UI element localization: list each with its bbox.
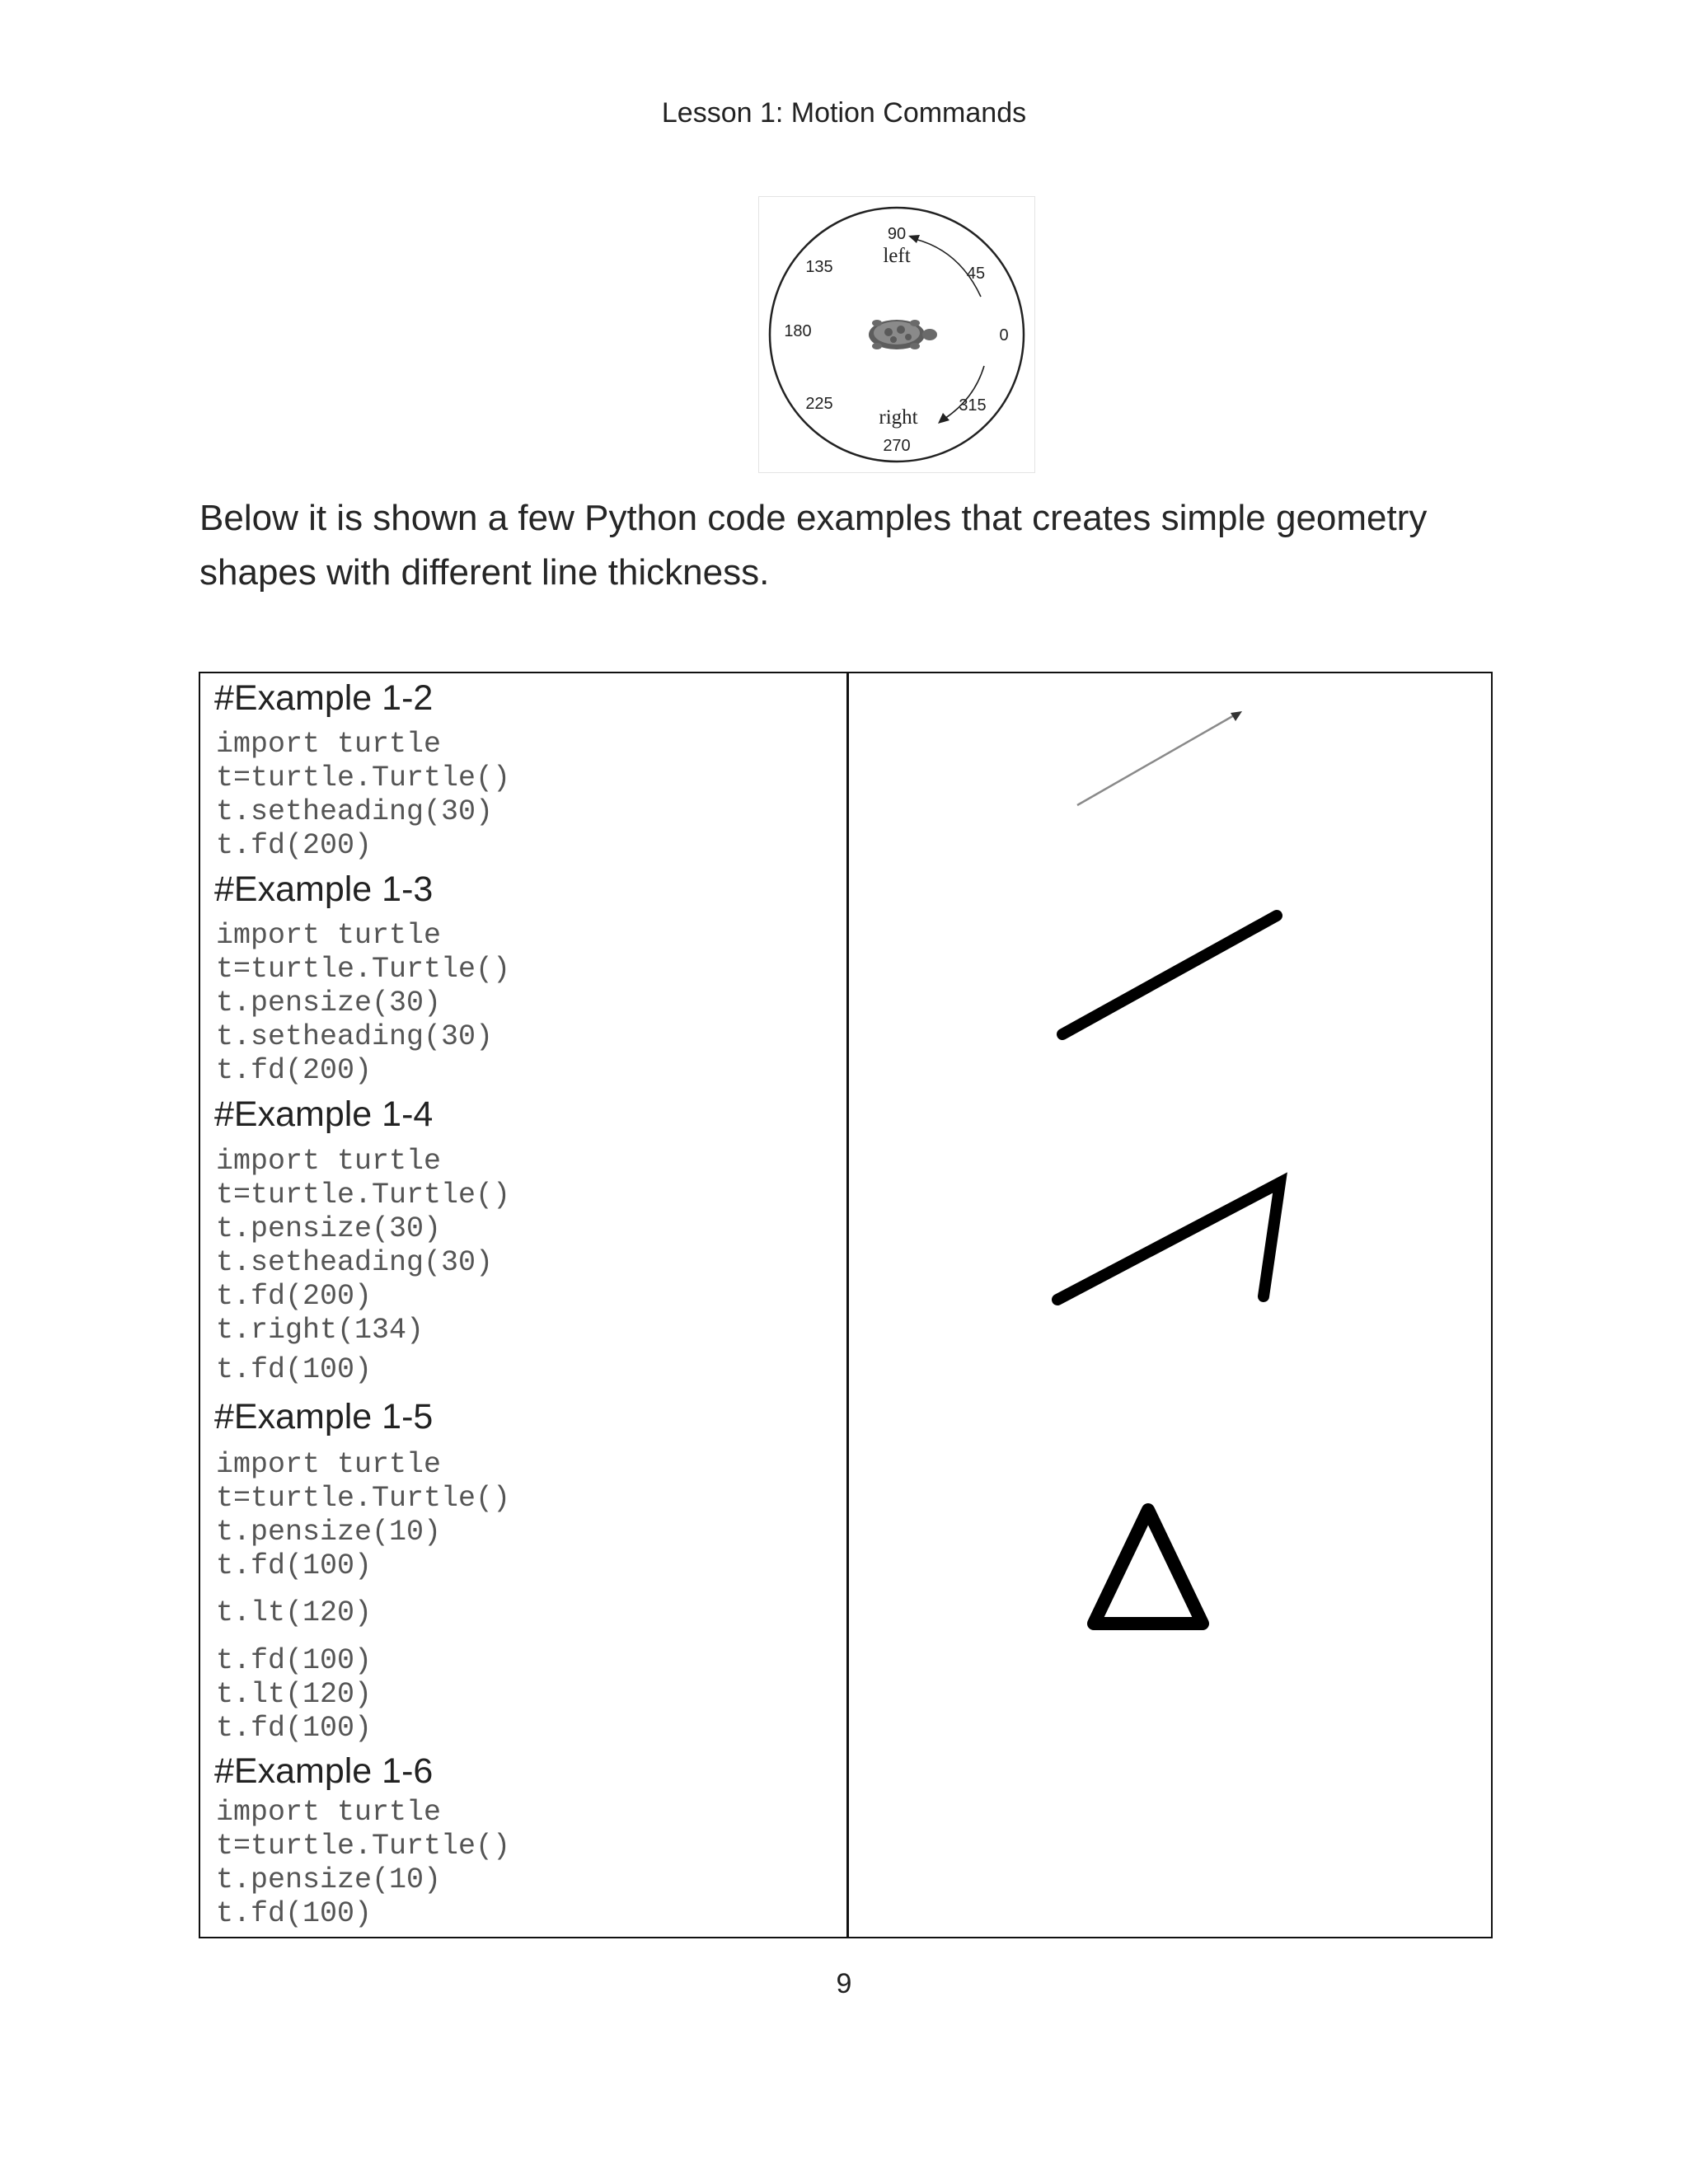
angle-90: 90 — [887, 225, 907, 243]
code-line: import turtle — [216, 1145, 442, 1178]
code-line: t.fd(200) — [216, 829, 373, 862]
code-line: t.fd(100) — [216, 1897, 373, 1930]
angle-315: 315 — [959, 396, 987, 415]
example-title: #Example 1-5 — [214, 1397, 434, 1436]
code-line: t.pensize(10) — [216, 1863, 442, 1896]
code-line: import turtle — [216, 919, 442, 952]
code-line: import turtle — [216, 1448, 442, 1481]
code-line: t.fd(200) — [216, 1280, 373, 1313]
code-line: t=turtle.Turtle() — [216, 1482, 511, 1515]
angle-45: 45 — [966, 265, 986, 283]
intro-paragraph: Below it is shown a few Python code examples that creates simple geometry shapes with different line thickness. — [199, 498, 1428, 593]
code-line: import turtle — [216, 728, 442, 761]
angle-225: 225 — [805, 395, 833, 413]
code-line: t.lt(120) — [216, 1596, 373, 1629]
code-line: t.setheading(30) — [216, 795, 494, 828]
code-line: t.setheading(30) — [216, 1020, 494, 1053]
angle-270: 270 — [883, 437, 911, 455]
code-line: t.fd(100) — [216, 1549, 373, 1582]
code-line: t.setheading(30) — [216, 1246, 494, 1279]
code-line: t.fd(100) — [216, 1712, 373, 1745]
code-line: t=turtle.Turtle() — [216, 762, 511, 794]
heading-compass-diagram — [758, 196, 1035, 473]
code-line: t=turtle.Turtle() — [216, 953, 511, 986]
examples-table — [199, 672, 1493, 1938]
column-divider — [846, 673, 849, 1937]
code-line: t.pensize(30) — [216, 987, 442, 1019]
code-line: t.pensize(10) — [216, 1516, 442, 1549]
code-line: t.right(134) — [216, 1314, 424, 1347]
example-1-2-thin-line-drawing — [1066, 690, 1264, 822]
code-line: t.lt(120) — [216, 1678, 373, 1711]
label-right: right — [879, 406, 918, 429]
label-left: left — [883, 245, 911, 267]
code-line: t.fd(100) — [216, 1644, 373, 1677]
page-header: Lesson 1: Motion Commands — [661, 97, 1027, 129]
angle-180: 180 — [784, 322, 812, 340]
example-title: #Example 1-3 — [214, 869, 434, 909]
code-line: t.fd(100) — [216, 1353, 373, 1386]
code-line: import turtle — [216, 1796, 442, 1829]
angle-135: 135 — [805, 258, 833, 276]
code-line: t=turtle.Turtle() — [216, 1179, 511, 1212]
example-1-4-angle-drawing — [1041, 1135, 1305, 1333]
angle-0: 0 — [999, 326, 1009, 344]
code-line: t.pensize(30) — [216, 1212, 442, 1245]
example-title: #Example 1-6 — [214, 1751, 434, 1791]
example-title: #Example 1-2 — [214, 678, 434, 718]
example-title: #Example 1-4 — [214, 1094, 434, 1134]
code-line: t=turtle.Turtle() — [216, 1830, 511, 1863]
page-number: 9 — [836, 1968, 852, 1999]
example-1-5-triangle-drawing — [1066, 1485, 1264, 1650]
code-line: t.fd(200) — [216, 1054, 373, 1087]
example-1-3-thick-line-drawing — [1049, 888, 1296, 1052]
